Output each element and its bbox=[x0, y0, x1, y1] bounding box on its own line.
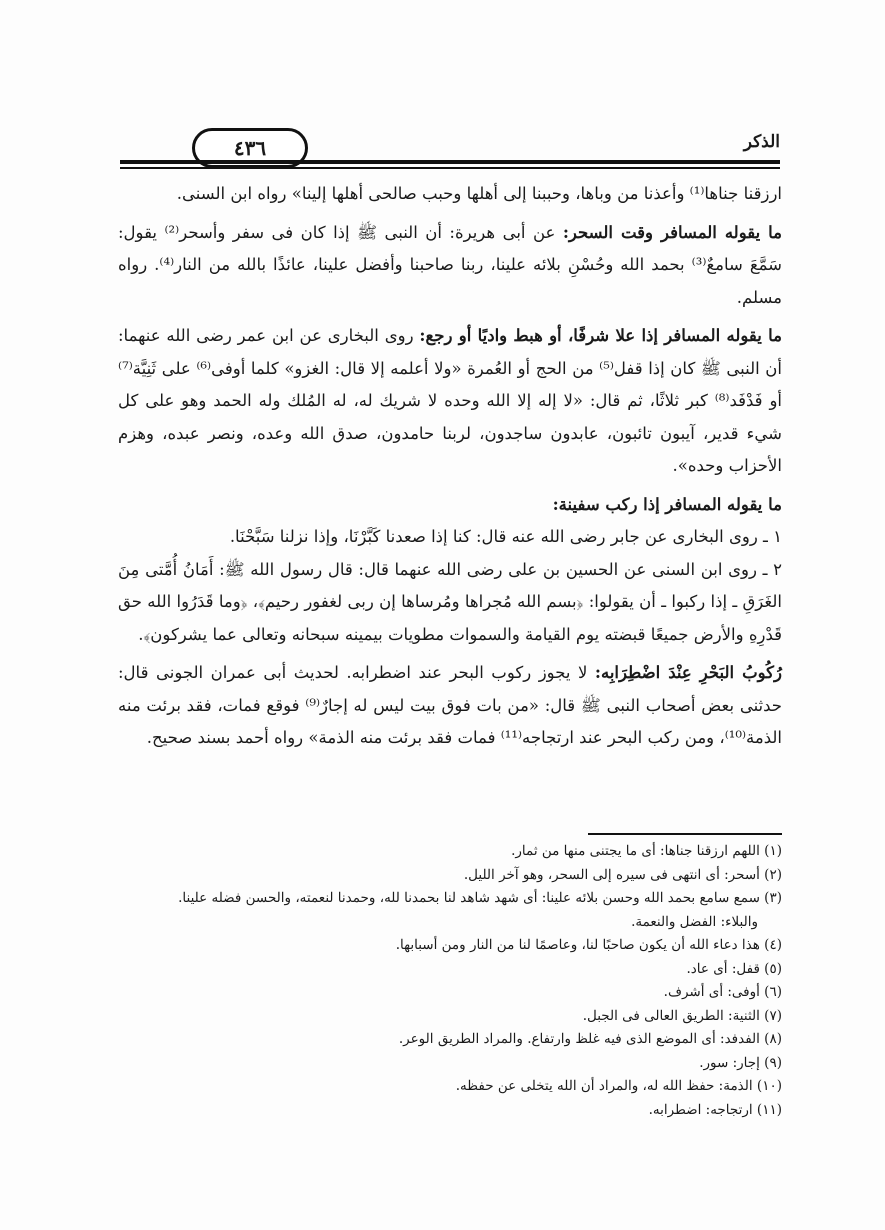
paragraph bbox=[118, 489, 782, 522]
paragraph-text: عن أبى هريرة: أن النبى ﷺ إذا كان فى سفر وأسحر⁽²⁾ يقول: سَمَّعَ سامعٌ⁽³⁾ بحمد الله وحُسْنِ بلائه علينا، ربنا صاحبنا وأفضل علينا، عائذًا بالله من النار⁽⁴⁾. رواه مسلم. bbox=[118, 222, 782, 307]
footnote-continuation: والبلاء: الفضل والنعمة. bbox=[631, 913, 758, 930]
footnote: (١٠) الذمة: حفظ الله له، والمراد أن الله يتخلى عن حفظه. bbox=[455, 1078, 782, 1094]
section-heading: رُكُوبُ البَحْرِ عِنْدَ اضْطِرَابِه: bbox=[594, 663, 782, 682]
paragraph-text: ١ ـ روى البخارى عن جابر رضى الله عنه قال: كنا إذا صعدنا كَبَّرْنَا، وإذا نزلنا سَبَّحْنَا. bbox=[229, 527, 782, 546]
footnote: (٧) الثنية: الطريق العالى فى الجبل. bbox=[582, 1007, 782, 1024]
page-number: ٤٣٦ bbox=[192, 128, 308, 168]
footnote: (٣) سمع سامع بحمد الله وحسن بلائه علينا: أى شهد شاهد لنا بحمدنا لله، وحمدنا لنعمته، والحسن فضله علينا. bbox=[178, 890, 782, 906]
section-heading: ما يقوله المسافر إذا علا شرفًا، أو هبط واديًا أو رجع: bbox=[419, 326, 782, 345]
section-heading: ما يقوله المسافر إذا ركب سفينة: bbox=[552, 494, 782, 514]
paragraph bbox=[118, 521, 782, 554]
paragraph bbox=[118, 554, 782, 652]
footnote-separator bbox=[588, 833, 782, 835]
main-text bbox=[118, 178, 782, 761]
header-rule-thin bbox=[120, 167, 780, 169]
paragraph-text: ٢ ـ روى ابن السنى عن الحسين بن على رضى الله عنهما قال: قال رسول الله ﷺ: أَمَانُ أُمَّتى مِنَ الغَرَقِ ـ إذا ركبوا ـ أن يقولوا: ﴿بسم الله مُجراها ومُرساها إن ربى لغفور رحيم﴾، ﴿وما قَدَرُوا الله حق قَدْرِهِ والأرض جميعًا قبضته يوم القيامة والسموات مطويات بيمينه سبحانه وتعالى عما يشركون﴾. bbox=[118, 559, 782, 644]
footnote: (٨) الفدفد: أى الموضع الذى فيه غلظ وارتفاع. والمراد الطريق الوعر. bbox=[398, 1031, 782, 1047]
paragraph bbox=[118, 320, 782, 483]
footnote: (٢) أسحر: أى انتهى فى سيره إلى السحر، وهو آخر الليل. bbox=[463, 866, 782, 883]
paragraph bbox=[118, 178, 782, 211]
header-rule-thick bbox=[120, 160, 780, 164]
paragraph bbox=[118, 657, 782, 755]
section-heading: ما يقوله المسافر وقت السحر: bbox=[562, 222, 782, 242]
paragraph-text: ارزقنا جناها⁽¹⁾ وأعذنا من وباها، وحببنا إلى أهلها وحبب صالحى أهلها إلينا» رواه ابن السنى. bbox=[176, 184, 782, 203]
footnote: (٤) هذا دعاء الله أن يكون صاحبًا لنا، وعاصمًا لنا من النار ومن أسبابها. bbox=[395, 937, 782, 953]
paragraph bbox=[118, 217, 782, 315]
paragraph-text: لا يجوز ركوب البحر عند اضطرابه. لحديث أبى عمران الجونى قال: حدثنى بعض أصحاب النبى ﷺ قال: «من بات فوق بيت ليس له إجارٌ⁽⁹⁾ فوقع فمات، فقد برئت منه الذمة⁽¹⁰⁾، ومن ركب البحر عند ارتجاجه⁽¹¹⁾ فمات فقد برئت منه الذمة» رواه أحمد بسند صحيح. bbox=[118, 663, 782, 747]
footnote: (١١) ارتجاجه: اضطرابه. bbox=[648, 1101, 782, 1118]
paragraph-text: روى البخارى عن ابن عمر رضى الله عنهما: أن النبى ﷺ كان إذا قفل⁽⁵⁾ من الحج أو العُمرة «ولا أعلمه إلا قال: الغزو» كلما أوفى⁽⁶⁾ على ثَنِيَّة⁽⁷⁾ أو فَدْفَد⁽⁸⁾ كبر ثلاثًا، ثم قال: «لا إله إلا الله وحده لا شريك له، له المُلك وله الحمد وهو على كل شيء قدير، آيبون تائبون، عابدون ساجدون، لربنا حامدون، صدق الله وعده، ونصر عبده، وهزم الأحزاب وحده». bbox=[118, 326, 783, 475]
running-title: الذكر bbox=[743, 132, 780, 152]
footnote: (٩) إجار: سور. bbox=[699, 1054, 782, 1071]
footnote: (٥) قفل: أى عاد. bbox=[686, 960, 782, 977]
footnote: (١) اللهم ارزقنا جناها: أى ما يجتنى منها من ثمار. bbox=[511, 843, 782, 859]
footnotes bbox=[118, 840, 782, 1122]
footnote: (٦) أوفى: أى أشرف. bbox=[663, 984, 782, 1000]
